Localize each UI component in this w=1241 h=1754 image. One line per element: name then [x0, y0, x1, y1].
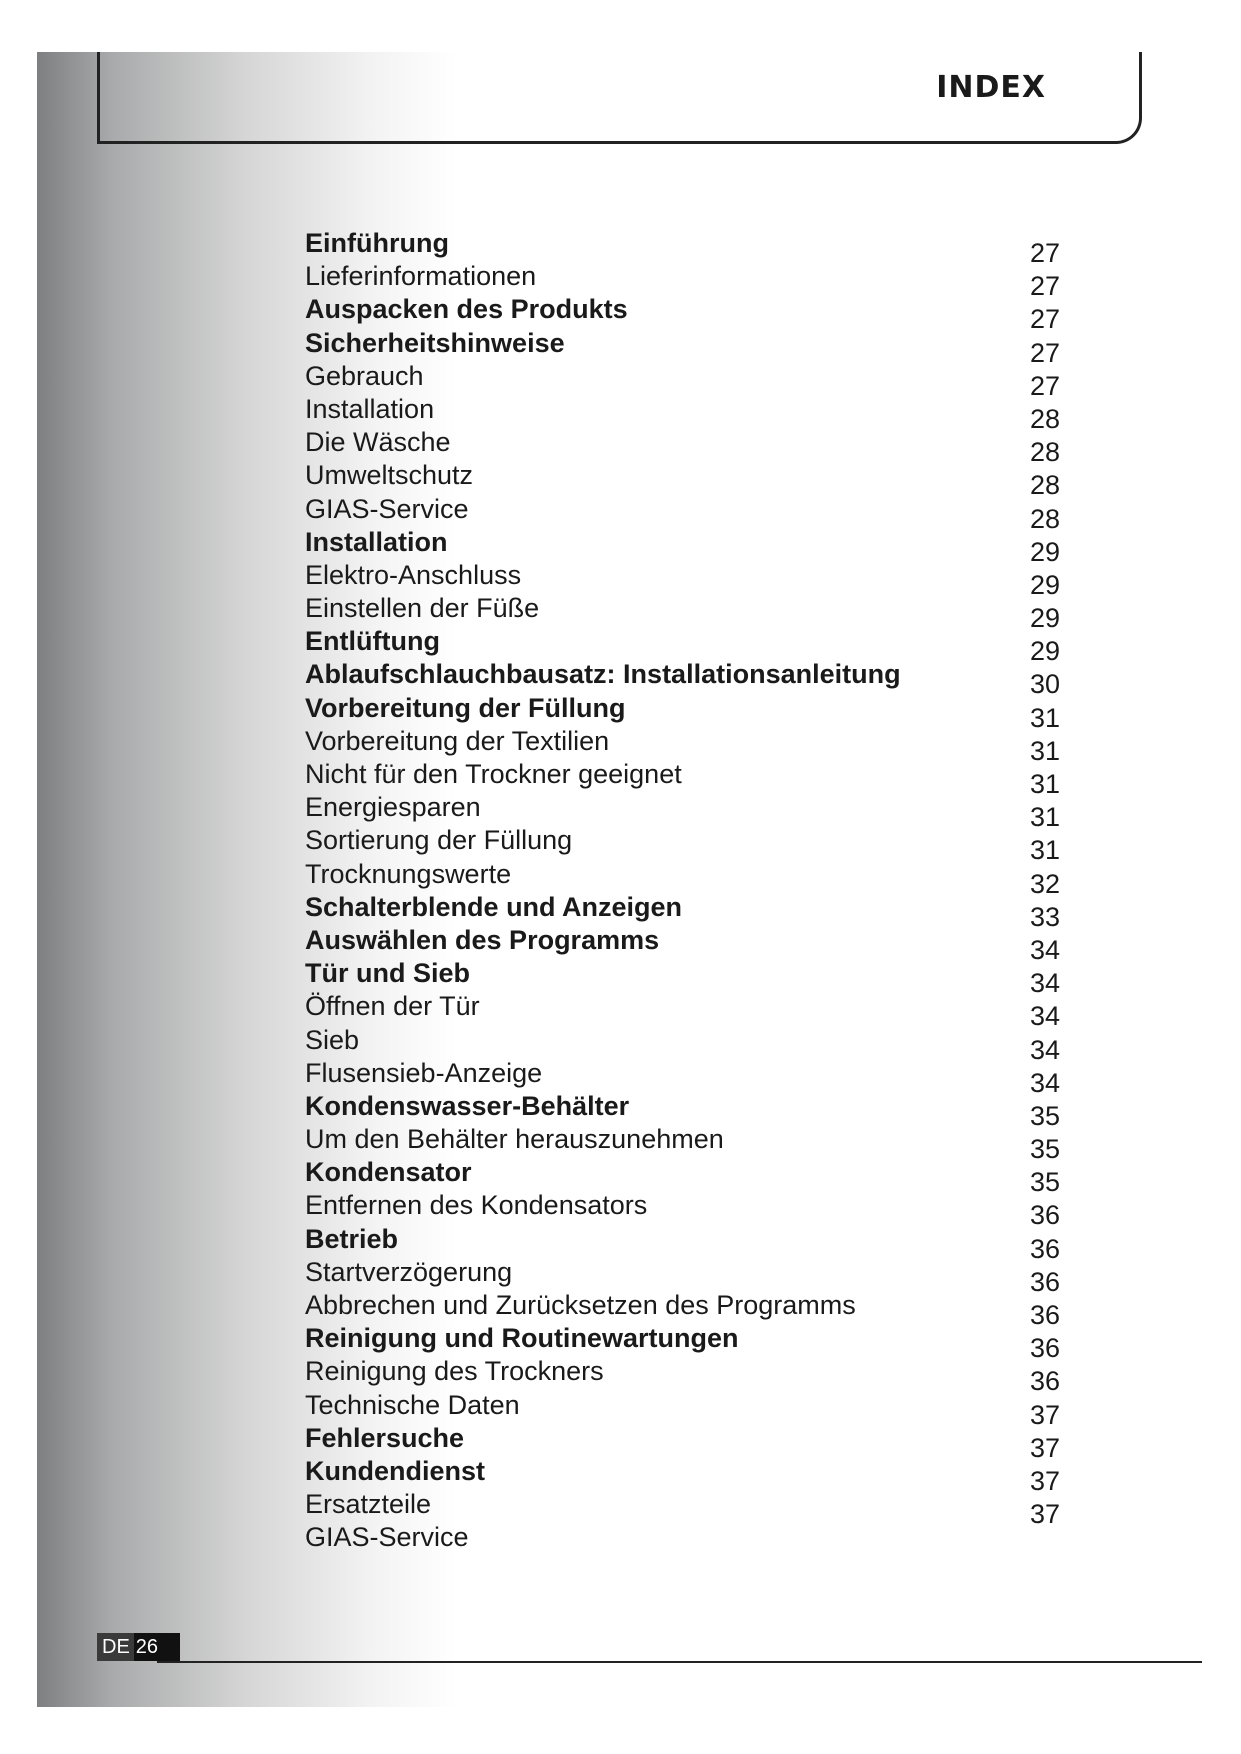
toc-page-number: 31: [1029, 802, 1060, 833]
toc-subsection-title: Sieb: [305, 1024, 360, 1055]
toc-subsection-title: Lieferinformationen: [305, 261, 537, 292]
toc-page-number: 34: [1029, 1067, 1060, 1098]
toc-page-number: 36: [1029, 1300, 1060, 1330]
toc-section-title: Fehlersuche: [305, 1422, 465, 1453]
toc-page-number: 27: [1029, 238, 1060, 268]
toc-section-title: Sicherheitshinweise: [305, 327, 565, 358]
toc-subsection-title: Startverzögerung: [305, 1256, 513, 1287]
toc-section-title: Ablaufschlauchbausatz: Installationsanleitung: [305, 659, 901, 690]
toc-section-title: Einführung: [305, 228, 449, 258]
footer: [97, 1632, 1202, 1666]
toc-page-number: 27: [1029, 370, 1060, 401]
toc-page-number: 34: [1029, 1034, 1060, 1065]
toc-page-number: 36: [1029, 1266, 1060, 1297]
toc-page-number: 32: [1029, 868, 1060, 899]
toc-section-title: Auspacken des Produkts: [305, 294, 628, 325]
header-frame: [97, 52, 1142, 144]
toc-page-number: 31: [1029, 835, 1060, 866]
toc-subsection-title: Nicht für den Trockner geeignet: [305, 759, 682, 789]
toc-page-number: 35: [1029, 1134, 1060, 1165]
page-title: INDEX: [936, 70, 1046, 105]
toc-page-number: 28: [1029, 437, 1060, 468]
toc-page-number: 30: [1029, 669, 1060, 700]
toc-subsection-title: Trocknungswerte: [305, 858, 512, 889]
toc-subsection-title: Vorbereitung der Textilien: [305, 725, 610, 756]
toc-page-number: 36: [1029, 1333, 1060, 1364]
toc-section-title: Tür und Sieb: [305, 958, 470, 989]
toc-page-number: 29: [1029, 536, 1060, 567]
page-number-column: [990, 237, 1060, 1531]
toc-subsection-title: Die Wäsche: [305, 427, 451, 458]
toc-page-number: 37: [1029, 1399, 1060, 1430]
toc-page-number: 28: [1029, 503, 1060, 534]
toc-page-number: 35: [1029, 1100, 1060, 1131]
toc-section-title: Schalterblende und Anzeigen: [305, 891, 683, 922]
toc-section-title: Kondensator: [305, 1157, 472, 1188]
footer-page-number: 26: [134, 1633, 180, 1661]
toc-page-number: 28: [1029, 470, 1060, 501]
language-code: DE: [97, 1633, 134, 1661]
toc-section-title: Betrieb: [305, 1223, 399, 1254]
toc-subsection-title: Umweltschutz: [305, 460, 474, 491]
toc-page-number: 37: [1029, 1465, 1060, 1496]
toc-section-title: Auswählen des Programms: [305, 924, 660, 955]
toc-subsection-title: Ersatzteile: [305, 1489, 432, 1520]
toc-page-number: 27: [1029, 337, 1060, 368]
toc-page-number: 31: [1029, 702, 1060, 733]
toc-subsection-title: Um den Behälter herauszunehmen: [305, 1124, 724, 1155]
toc-subsection-title: GIAS-Service: [305, 493, 469, 524]
toc-subsection-title: Abbrechen und Zurücksetzen des Programms: [305, 1290, 856, 1320]
toc-page-number: 37: [1029, 1499, 1060, 1530]
toc-subsection-title: Gebrauch: [305, 360, 424, 391]
footer-page-badge: [97, 1633, 180, 1661]
toc-subsection-title: Flusensieb-Anzeige: [305, 1057, 543, 1088]
toc-page-number: 36: [1029, 1366, 1060, 1397]
toc-subsection-title: GIAS-Service: [305, 1522, 469, 1553]
toc-page-number: 37: [1029, 1432, 1060, 1463]
table-of-contents: [305, 227, 901, 1555]
toc-page-number: 33: [1029, 901, 1060, 932]
toc-page-number: 27: [1029, 304, 1060, 335]
toc-subsection-title: Elektro-Anschluss: [305, 559, 522, 590]
toc-section-title: Kondenswasser-Behälter: [305, 1090, 630, 1121]
toc-page-number: 31: [1029, 735, 1060, 766]
toc-page-number: 27: [1029, 271, 1060, 302]
toc-subsection-title: Technische Daten: [305, 1389, 520, 1420]
toc-page-number: 34: [1029, 968, 1060, 999]
toc-page-number: 28: [1029, 403, 1060, 434]
toc-subsection-title: Öffnen der Tür: [305, 991, 480, 1022]
toc-section-title: Installation: [305, 526, 448, 557]
toc-subsection-title: Reinigung des Trockners: [305, 1356, 604, 1387]
toc-page-number: 29: [1029, 636, 1060, 667]
toc-page-number: 36: [1029, 1233, 1060, 1264]
toc-subsection-title: Installation: [305, 393, 435, 424]
toc-subsection-title: Sortierung der Füllung: [305, 825, 573, 856]
toc-subsection-title: Einstellen der Füße: [305, 593, 540, 624]
toc-page-number: 34: [1029, 1001, 1060, 1032]
toc-page-number: 35: [1029, 1167, 1060, 1198]
toc-section-title: Reinigung und Routinewartungen: [305, 1323, 739, 1354]
toc-page-number: 34: [1029, 934, 1060, 965]
toc-subsection-title: Energiesparen: [305, 792, 481, 823]
toc-page-number: 31: [1029, 769, 1060, 799]
toc-subsection-title: Entfernen des Kondensators: [305, 1190, 648, 1221]
toc-section-title: Kundendienst: [305, 1455, 485, 1486]
toc-section-title: Vorbereitung der Füllung: [305, 692, 626, 723]
toc-page-number: 29: [1029, 569, 1060, 600]
footer-rule: [157, 1661, 1202, 1663]
toc-page-number: 29: [1029, 603, 1060, 634]
toc-page-number: 36: [1029, 1200, 1060, 1231]
toc-section-title: Entlüftung: [305, 626, 440, 657]
